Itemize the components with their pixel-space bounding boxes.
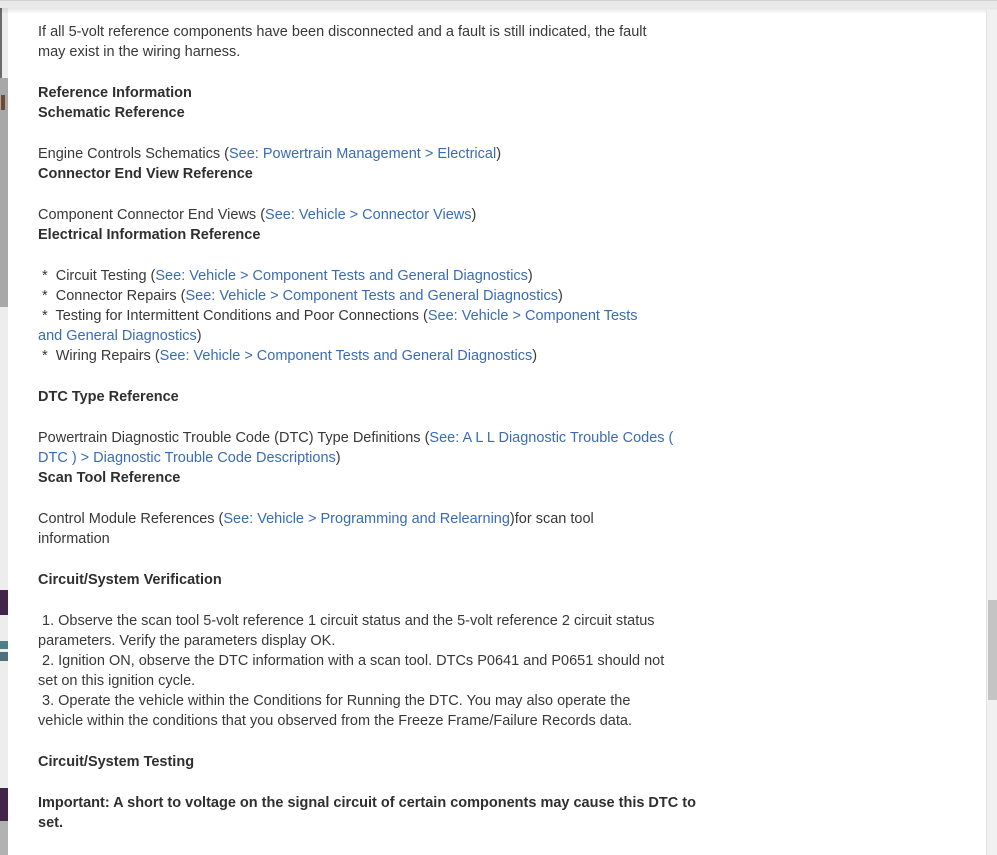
body-text: ): [471, 207, 477, 223]
heading-text: Connector End View Reference: [38, 166, 253, 182]
background-sliver: [0, 821, 8, 855]
paragraph: [38, 266, 918, 366]
heading-text: Schematic Reference: [38, 105, 185, 121]
top-divider-shadow: [0, 8, 997, 14]
body-text: ): [532, 348, 538, 364]
paragraph: [38, 611, 918, 731]
paragraph: [38, 22, 918, 62]
paragraph: [38, 387, 918, 407]
body-text: * Wiring Repairs (: [38, 348, 160, 364]
reference-link[interactable]: See: A L L Diagnostic Trouble Codes (: [429, 430, 674, 446]
paragraph: [38, 752, 918, 772]
reference-link[interactable]: DTC ) > Diagnostic Trouble Code Descriptions: [38, 450, 336, 466]
paragraph: [38, 570, 918, 590]
body-text: * Connector Repairs (: [38, 288, 186, 304]
heading-text: Circuit/System Testing: [38, 754, 195, 770]
heading-text: Electrical Information Reference: [38, 227, 261, 243]
body-text: 3. Operate the vehicle within the Conditions for Running the DTC. You may also operate the: [38, 693, 631, 709]
heading-text: set.: [38, 815, 63, 831]
heading-text: Circuit/System Verification: [38, 572, 222, 588]
body-text: ): [335, 450, 341, 466]
reference-link[interactable]: See: Vehicle > Component Tests and General Diagnostics: [155, 268, 528, 284]
body-text: may exist in the wiring harness.: [38, 44, 241, 60]
paragraph: [38, 793, 918, 833]
body-text: ): [558, 288, 563, 304]
body-text: ): [527, 268, 533, 284]
body-text: Engine Controls Schematics (: [38, 146, 229, 162]
body-text: set on this ignition cycle.: [38, 673, 196, 689]
background-sliver: [0, 788, 8, 821]
body-text: Powertrain Diagnostic Trouble Code (DTC) Type Definitions (: [38, 430, 430, 446]
top-divider-bar: [0, 0, 997, 8]
reference-link[interactable]: See: Powertrain Management > Electrical: [229, 146, 497, 162]
background-sliver: [0, 590, 8, 615]
reference-link[interactable]: See: Vehicle > Programming and Relearning: [223, 511, 510, 527]
paragraph: [38, 428, 918, 488]
body-text: ): [496, 146, 502, 162]
background-sliver: [0, 78, 8, 307]
background-sliver: [0, 8, 2, 78]
reference-link[interactable]: See: Vehicle > Component Tests and General Diagnostics: [185, 288, 559, 304]
paragraph: [38, 509, 918, 549]
vertical-scrollbar[interactable]: [986, 10, 997, 855]
body-text: 2. Ignition ON, observe the DTC information with a scan tool. DTCs P0641 and P0651 should not: [38, 653, 665, 669]
heading-text: Important: A short to voltage on the signal circuit of certain components may cause this DTC to: [38, 795, 696, 811]
scrollbar-thumb[interactable]: [988, 600, 997, 700]
body-text: vehicle within the conditions that you observed from the Freeze Frame/Failure Records data.: [38, 713, 632, 729]
background-sliver: [0, 652, 8, 661]
body-text: parameters. Verify the parameters display OK.: [38, 633, 336, 649]
background-sliver: [1, 95, 5, 110]
paragraph: [38, 83, 918, 123]
reference-link[interactable]: See: Vehicle > Component Tests: [427, 308, 638, 324]
body-text: 1. Observe the scan tool 5-volt reference 1 circuit status and the 5-volt reference 2 circuit status: [38, 613, 655, 629]
body-text: Control Module References (: [38, 511, 224, 527]
paragraph: [38, 144, 918, 184]
body-text: )for scan tool: [509, 511, 594, 527]
body-text: If all 5-volt reference components have been disconnected and a fault is still indicated, the fault: [38, 24, 647, 40]
body-text: information: [38, 531, 110, 547]
reference-link[interactable]: and General Diagnostics: [38, 328, 197, 344]
paragraph: [38, 205, 918, 245]
background-sliver: [0, 641, 8, 649]
document-content: [8, 13, 918, 854]
left-edge-background: [0, 0, 8, 855]
reference-link[interactable]: See: Vehicle > Connector Views: [265, 207, 472, 223]
body-text: * Testing for Intermittent Conditions and Poor Connections (: [38, 308, 428, 324]
heading-text: Reference Information: [38, 85, 192, 101]
body-text: ): [196, 328, 202, 344]
body-text: Component Connector End Views (: [38, 207, 266, 223]
heading-text: Scan Tool Reference: [38, 470, 181, 486]
body-text: * Circuit Testing (: [38, 268, 156, 284]
reference-link[interactable]: See: Vehicle > Component Tests and General Diagnostics: [159, 348, 533, 364]
heading-text: DTC Type Reference: [38, 389, 179, 405]
